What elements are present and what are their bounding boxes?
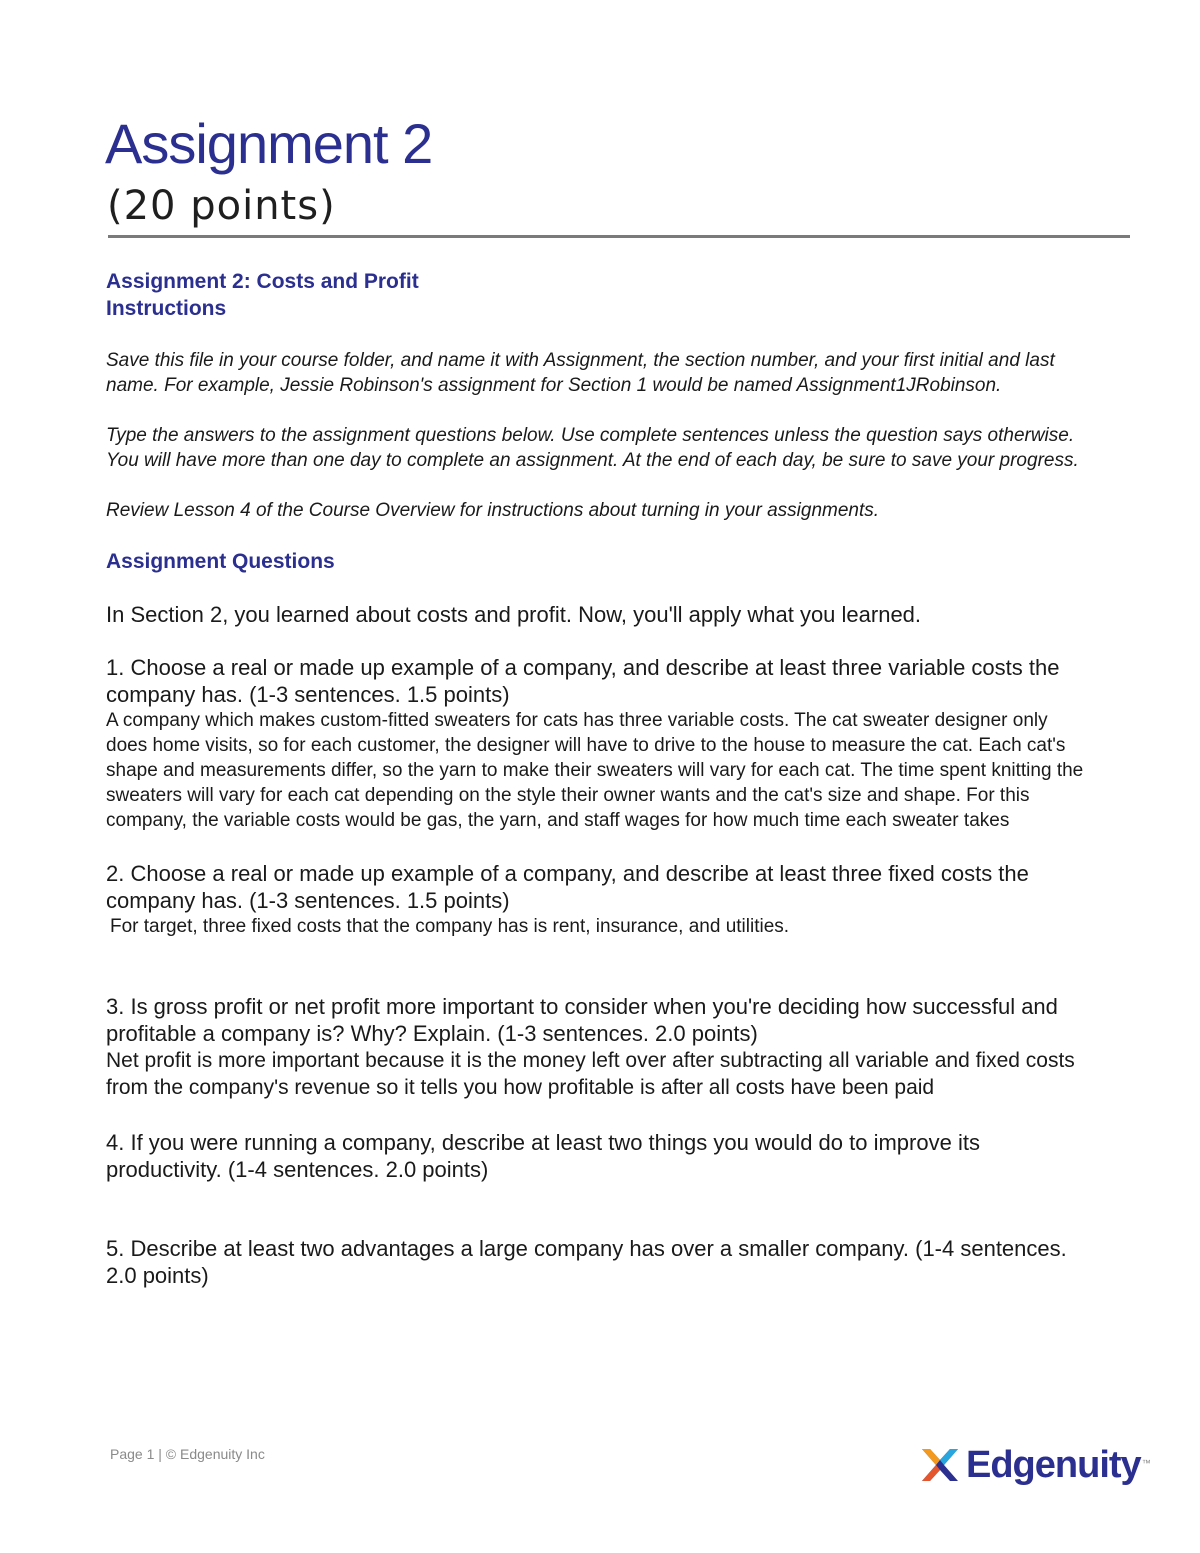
instruction-paragraph: Review Lesson 4 of the Course Overview for instructions about turning in your assignments.: [106, 500, 880, 521]
logo-trademark: ™: [1141, 1458, 1151, 1468]
title-divider: [108, 235, 1130, 238]
page-title: Assignment 2: [105, 112, 433, 175]
document-body: [106, 268, 1086, 1289]
answer-4[interactable]: [106, 1183, 1086, 1235]
assignment-heading: Assignment 2: Costs and Profit: [106, 270, 419, 293]
answer-1[interactable]: A company which makes custom-fitted sweaters for cats has three variable costs. The cat sweater designer only does home visits, so for each customer, the designer will have to drive to the house to measure the cat. Each cat's shape and measurements differ, so the yarn to make their sweaters will vary for each cat. The time spent knitting the sweaters will vary for each cat depending on the style their owner wants and the cat's size and shape. For this company, the variable costs would be gas, the yarn, and staff wages for how much time each sweater takes: [106, 710, 1084, 831]
instructions-heading: Instructions: [106, 297, 227, 320]
question-4: 4. If you were running a company, describe at least two things you would do to improve its productivity. (1-4 sentences. 2.0 points): [106, 1130, 980, 1182]
edgenuity-x-icon: [918, 1443, 962, 1487]
instruction-paragraph: Type the answers to the assignment questions below. Use complete sentences unless the question says otherwise. You will have more than one day to complete an assignment. At the end of each day, be sure to save your progress.: [106, 425, 1079, 471]
answer-3[interactable]: Net profit is more important because it is the money left over after subtracting all variable and fixed costs from the company's revenue so it tells you how profitable is after all costs have been paid: [106, 1049, 1075, 1099]
edgenuity-logo: [918, 1440, 1151, 1490]
answer-2[interactable]: For target, three fixed costs that the company has is rent, insurance, and utilities.: [110, 916, 790, 937]
questions-lead: In Section 2, you learned about costs and profit. Now, you'll apply what you learned.: [106, 602, 922, 627]
question-5: 5. Describe at least two advantages a large company has over a smaller company. (1-4 sentences. 2.0 points): [106, 1236, 1067, 1288]
question-2: 2. Choose a real or made up example of a company, and describe at least three fixed costs the company has. (1-3 sentences. 1.5 points): [106, 861, 1029, 913]
question-1: 1. Choose a real or made up example of a company, and describe at least three variable costs the company has. (1-3 sentences. 1.5 points): [106, 655, 1060, 707]
questions-heading: Assignment Questions: [106, 550, 335, 573]
logo-wordmark: Edgenuity: [966, 1444, 1141, 1486]
instruction-paragraph: Save this file in your course folder, and name it with Assignment, the section number, and your first initial and last name. For example, Jessie Robinson's assignment for Section 1 would be named Assignment1JRobinson.: [106, 350, 1055, 396]
question-3: 3. Is gross profit or net profit more important to consider when you're deciding how successful and profitable a company is? Why? Explain. (1-3 sentences. 2.0 points): [106, 994, 1058, 1046]
page-subtitle: (20 points): [107, 183, 336, 229]
footer-page-info: Page 1 | © Edgenuity Inc: [110, 1446, 265, 1462]
